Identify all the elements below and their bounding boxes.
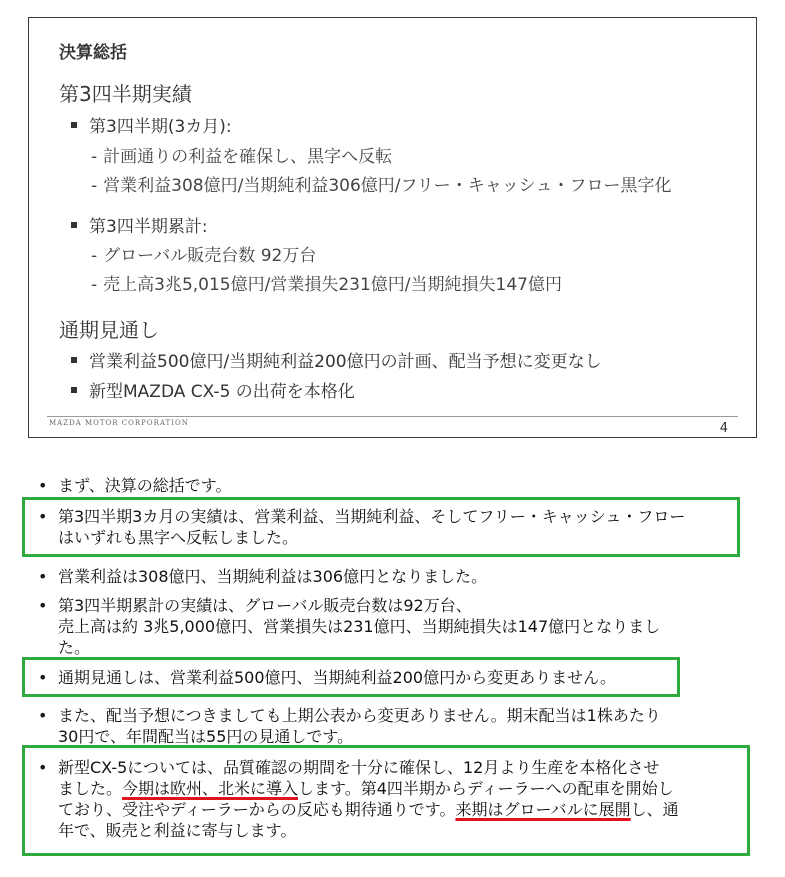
sub-item: - グローバル販売台数 92万台 <box>91 246 317 266</box>
note-q3: 第3四半期3カ月の実績は、営業利益、当期純利益、そしてフリー・キャッシュ・フロー はいずれも黒字へ反転しました。 <box>58 507 686 547</box>
bullet-dot: • <box>38 668 48 687</box>
bullet-dot: • <box>38 476 48 495</box>
underlined-phrase: 来期はグローバルに展開 <box>455 800 631 819</box>
footer-divider <box>47 416 738 417</box>
note-cx5: 新型CX-5については、品質確認の期間を十分に確保し、12月より生産を本格化させ ました。今期は欧州、北米に導入します。第4四半期からディーラーへの配車を開始し ており、受注やディーラーからの反応も期待通りです。来期はグローバルに展開し、通 年で、販売と利益に寄与します。 <box>58 758 679 840</box>
sub-item: - 売上高3兆5,015億円/営業損失231億円/当期純損失147億円 <box>91 275 562 295</box>
page-number: 4 <box>719 421 728 436</box>
bullet-outlook: 営業利益500億円/当期純利益200億円の計画、配当予想に変更なし <box>71 347 602 372</box>
bullet-dot: • <box>38 758 48 777</box>
square-bullet-icon <box>71 387 77 393</box>
square-bullet-icon <box>71 222 77 228</box>
bullet-q3: 第3四半期(3カ月): <box>71 112 232 137</box>
slide-heading: 決算総括 <box>59 43 127 63</box>
square-bullet-icon <box>71 122 77 128</box>
section-outlook: 通期見通し <box>59 318 159 342</box>
bullet-dot: • <box>38 507 48 526</box>
bullet-dot: • <box>38 706 48 725</box>
footer-corporation: MAZDA MOTOR CORPORATION <box>49 419 189 427</box>
sub-item: - 営業利益308億円/当期純利益306億円/フリー・キャッシュ・フロー黒字化 <box>91 176 672 196</box>
note-dividend: また、配当予想につきましても上期公表から変更ありません。期末配当は1株あたり 30円で、年間配当は55円の見通しです。 <box>58 706 661 746</box>
sub-item: - 計画通りの利益を確保し、黒字へ反転 <box>91 147 393 167</box>
slide <box>28 17 757 438</box>
bullet-dot: • <box>38 567 48 586</box>
note-profit: 営業利益は308億円、当期純利益は306億円となりました。 <box>58 567 488 586</box>
bullet-cumulative: 第3四半期累計: <box>71 212 208 237</box>
bullet-outlook: 新型MAZDA CX-5 の出荷を本格化 <box>71 377 355 402</box>
note-outlook: 通期見通しは、営業利益500億円、当期純利益200億円から変更ありません。 <box>58 668 617 687</box>
underlined-phrase: 今期は欧州、北米に導入 <box>122 779 299 798</box>
note-summary: まず、決算の総括です。 <box>58 476 232 495</box>
note-cumulative: 第3四半期累計の実績は、グローバル販売台数は92万台、 売上高は約 3兆5,000億円、営業損失は231億円、当期純損失は147億円となりまし た。 <box>58 596 661 657</box>
square-bullet-icon <box>71 357 77 363</box>
section-q3-results: 第3四半期実績 <box>59 82 192 106</box>
bullet-dot: • <box>38 596 48 615</box>
